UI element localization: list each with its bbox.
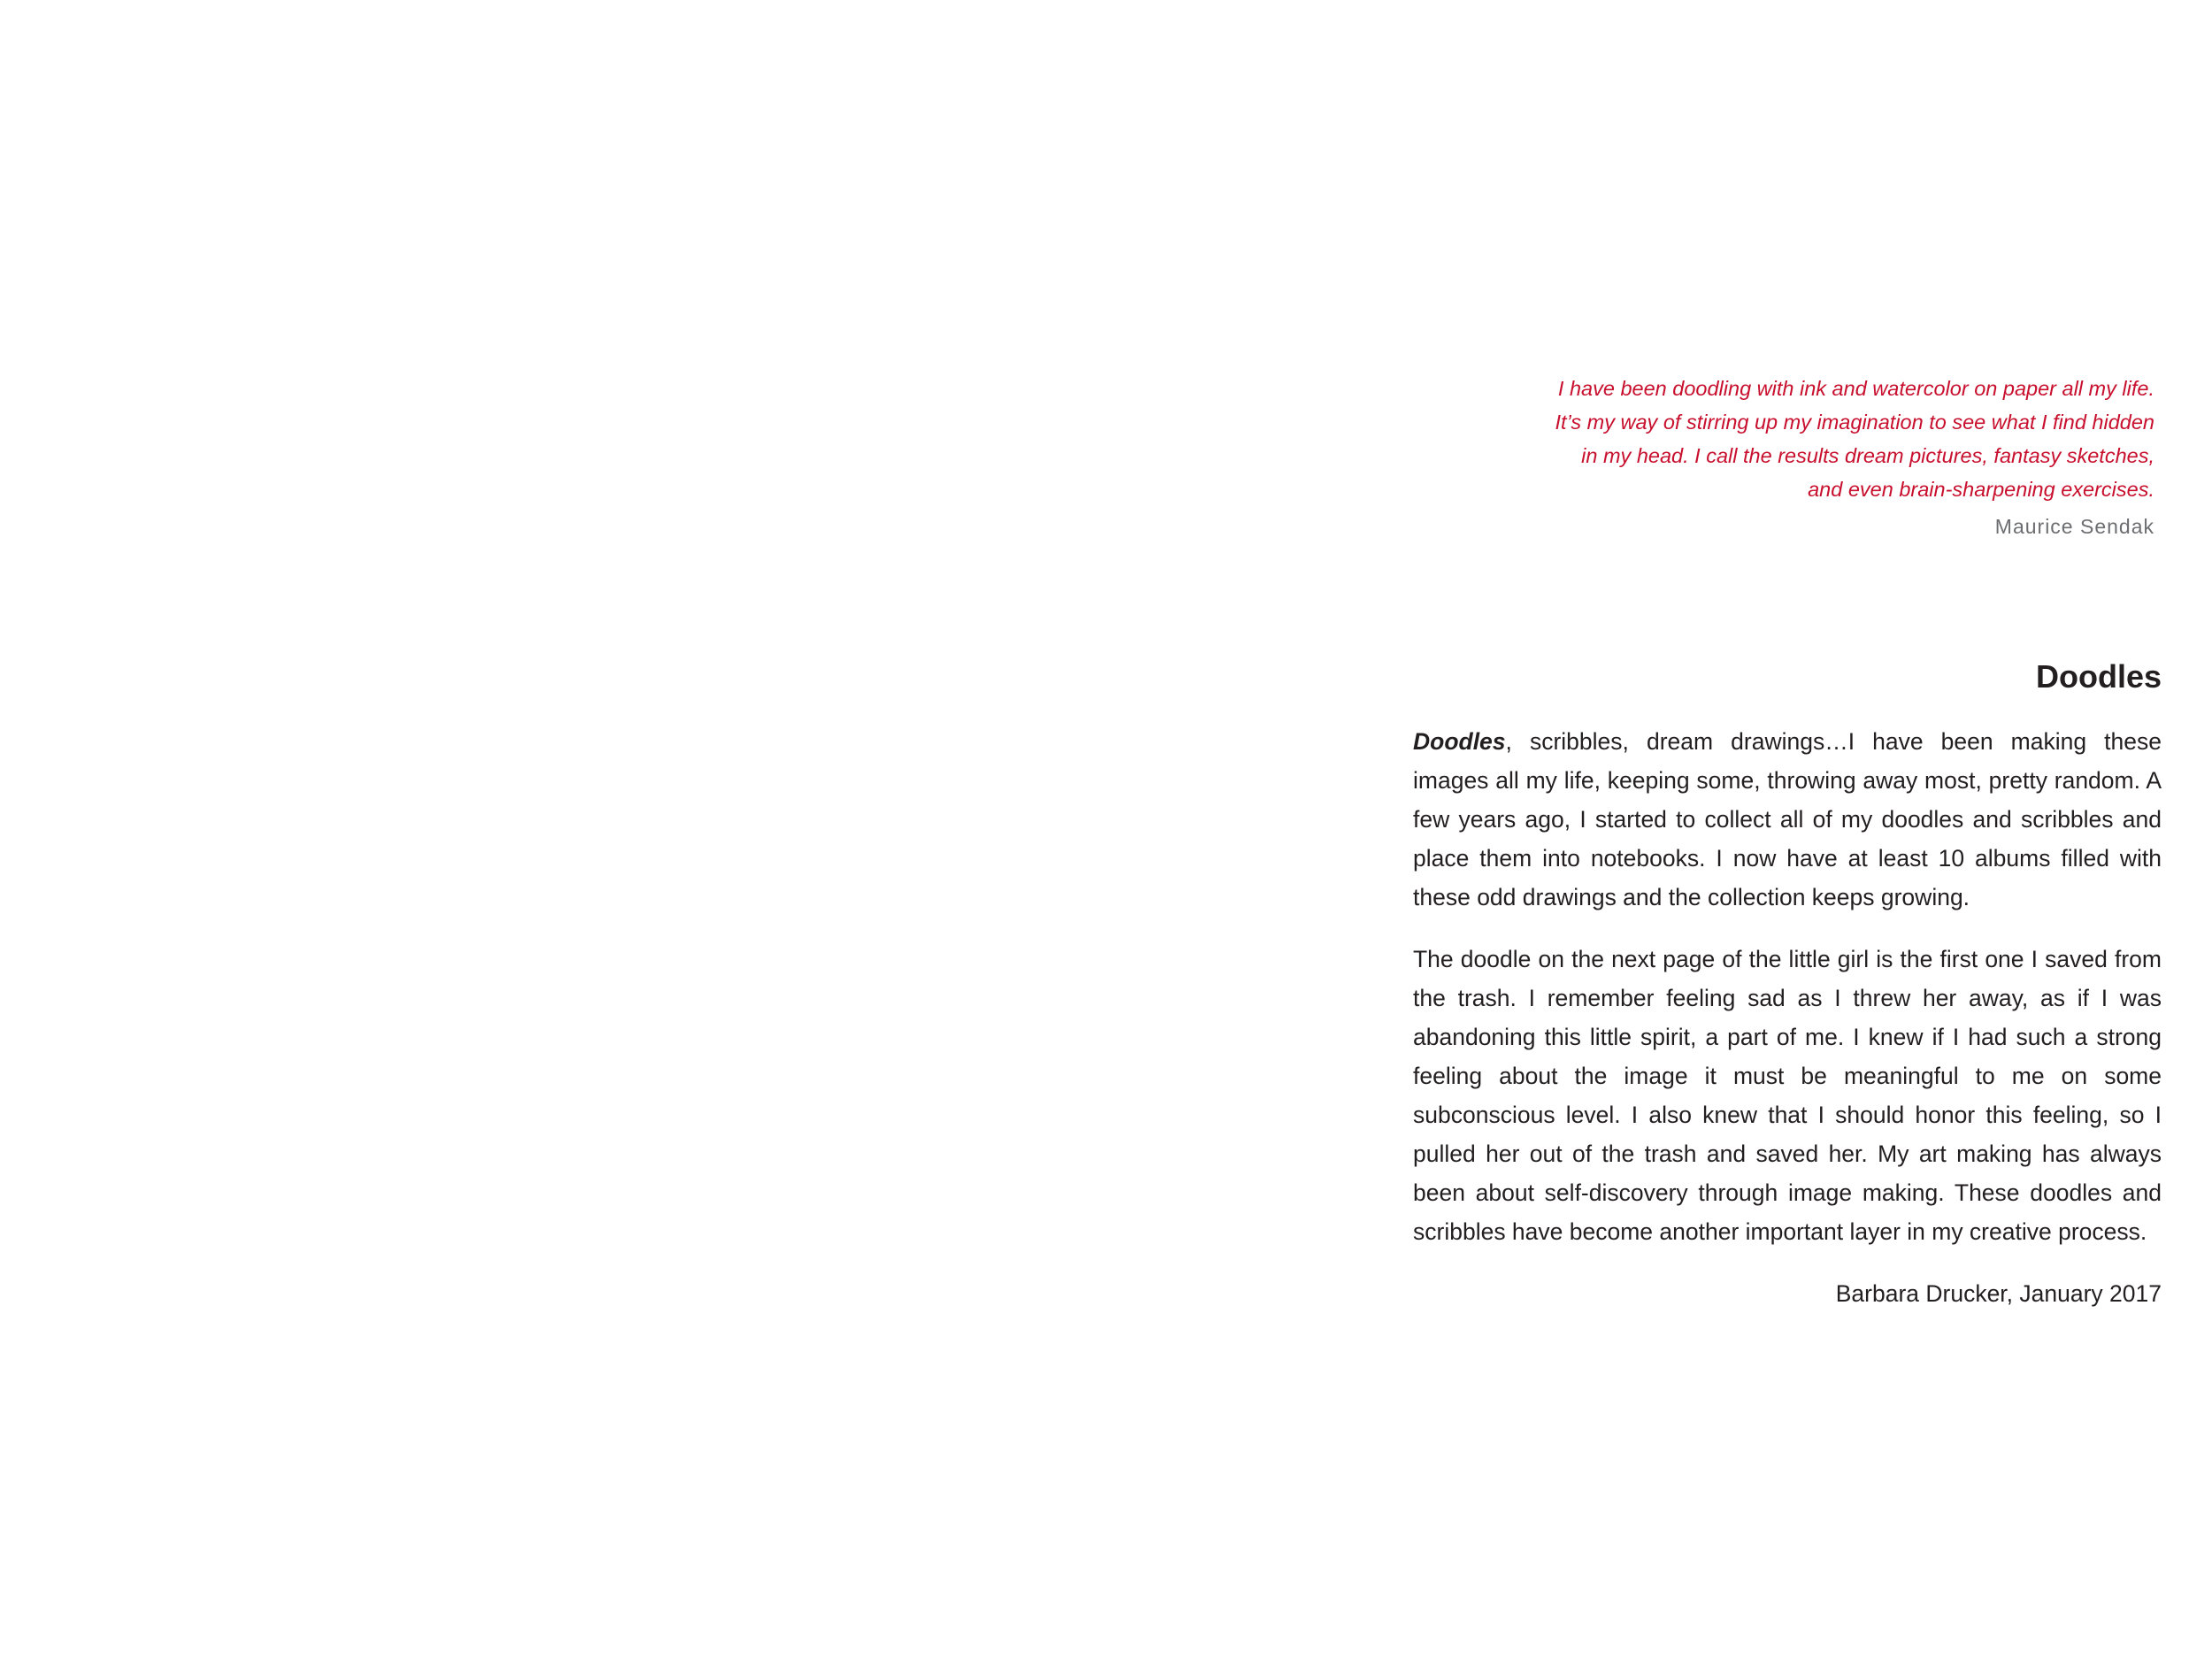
article-title: Doodles — [2035, 658, 2162, 695]
epigraph-line: I have been doodling with ink and watercolor on paper all my life. — [1557, 377, 2154, 400]
paragraph-1-lead-word: Doodles — [1413, 728, 1506, 755]
paragraph-2: The doodle on the next page of the little girl is the first one I saved from the trash. I remember feeling sad as I threw her away, as if I was abandoning this little spirit, a part of me. I knew if I had such a strong feeling about the image it must be meaningful to me on some subconscious level. I also knew that I should honor this feeling, so I pulled her out of the trash and saved her. My art making has always been about self-discovery through image making. These doodles and scribbles have become another important layer in my creative process. — [1413, 946, 2162, 1245]
epigraph-line: in my head. I call the results dream pictures, fantasy sketches, — [1581, 444, 2154, 467]
epigraph — [1460, 372, 2154, 543]
epigraph-author: Maurice Sendak — [1994, 515, 2154, 538]
epigraph-line: and even brain-sharpening exercises. — [1808, 478, 2154, 501]
paragraph-1 — [1413, 722, 2162, 917]
paragraph-1-text: , scribbles, dream drawings…I have been making these images all my life, keeping some, throwing away most, pretty random. A few years ago, I started to collect all of my doodles and scribbles and place them into notebooks. I now have at least 10 albums filled with these odd drawings and the collection keeps growing. — [1413, 728, 2162, 910]
article — [1413, 655, 2162, 1313]
article-signature: Barbara Drucker, January 2017 — [1835, 1280, 2162, 1307]
epigraph-line: It’s my way of stirring up my imagination to see what I find hidden — [1555, 411, 2154, 434]
